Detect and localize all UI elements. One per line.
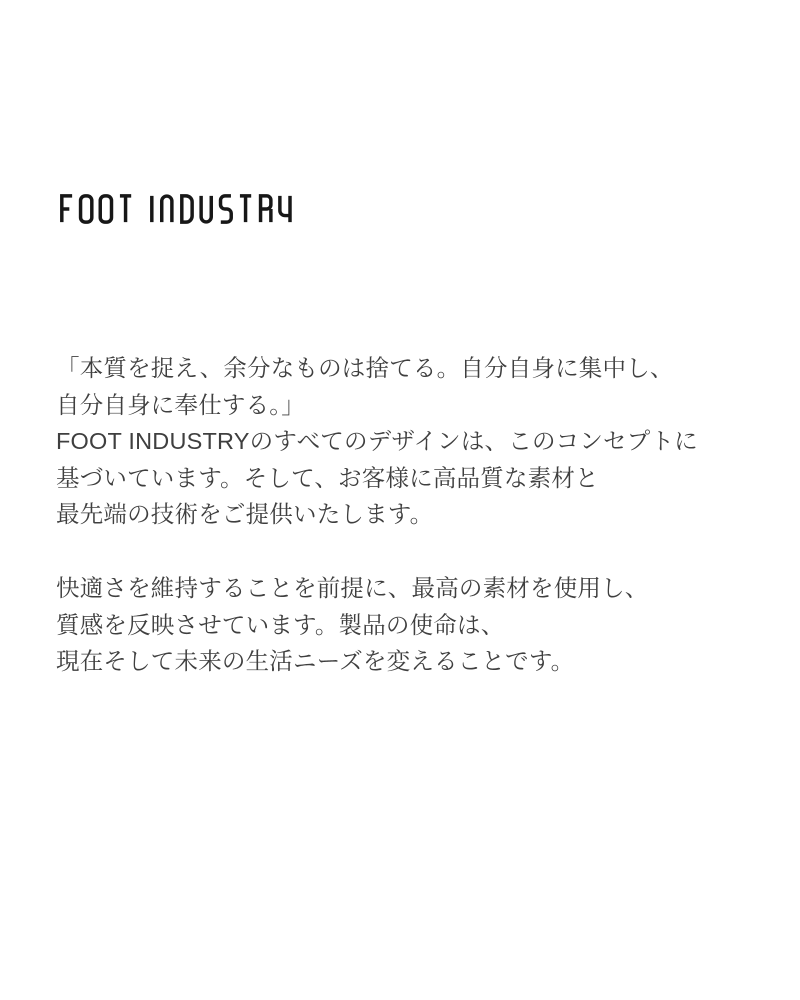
concept-paragraph xyxy=(56,350,766,533)
foot-industry-logo xyxy=(59,194,295,224)
text-line: 質感を反映させています。製品の使命は、 xyxy=(56,611,505,638)
brand-statement-text xyxy=(56,350,766,680)
logo-letter-t xyxy=(120,196,131,222)
text-line: 「本質を捉え、余分なものは捨てる。自分自身に集中し、 xyxy=(56,355,674,381)
logo-letter-t xyxy=(240,196,251,222)
text-line: 最先端の技術をご提供いたします。 xyxy=(56,501,434,528)
text-line: FOOT INDUSTRYのすべてのデザインは、このコンセプトに xyxy=(56,428,698,455)
logo-letter-r xyxy=(261,196,271,222)
logo-letter-o xyxy=(100,196,111,222)
text-line: 自分自身に奉仕する。」 xyxy=(56,391,305,418)
text-line: 現在そして未来の生活ニーズを変えることです。 xyxy=(56,648,575,675)
logo-letter-n xyxy=(162,196,172,222)
logo-letter-o xyxy=(81,196,92,222)
logo-letter-f xyxy=(62,196,72,222)
logo-letter-d xyxy=(182,196,192,222)
text-line: 快適さを維持することを前提に、最高の素材を使用し、 xyxy=(56,574,649,601)
logo-letter-s xyxy=(221,196,232,222)
mission-paragraph xyxy=(56,570,766,680)
logo-letter-u xyxy=(201,196,211,222)
logo-letter-y xyxy=(280,196,290,222)
text-line: 基づいています。そして、お客様に高品質な素材と xyxy=(56,464,599,491)
